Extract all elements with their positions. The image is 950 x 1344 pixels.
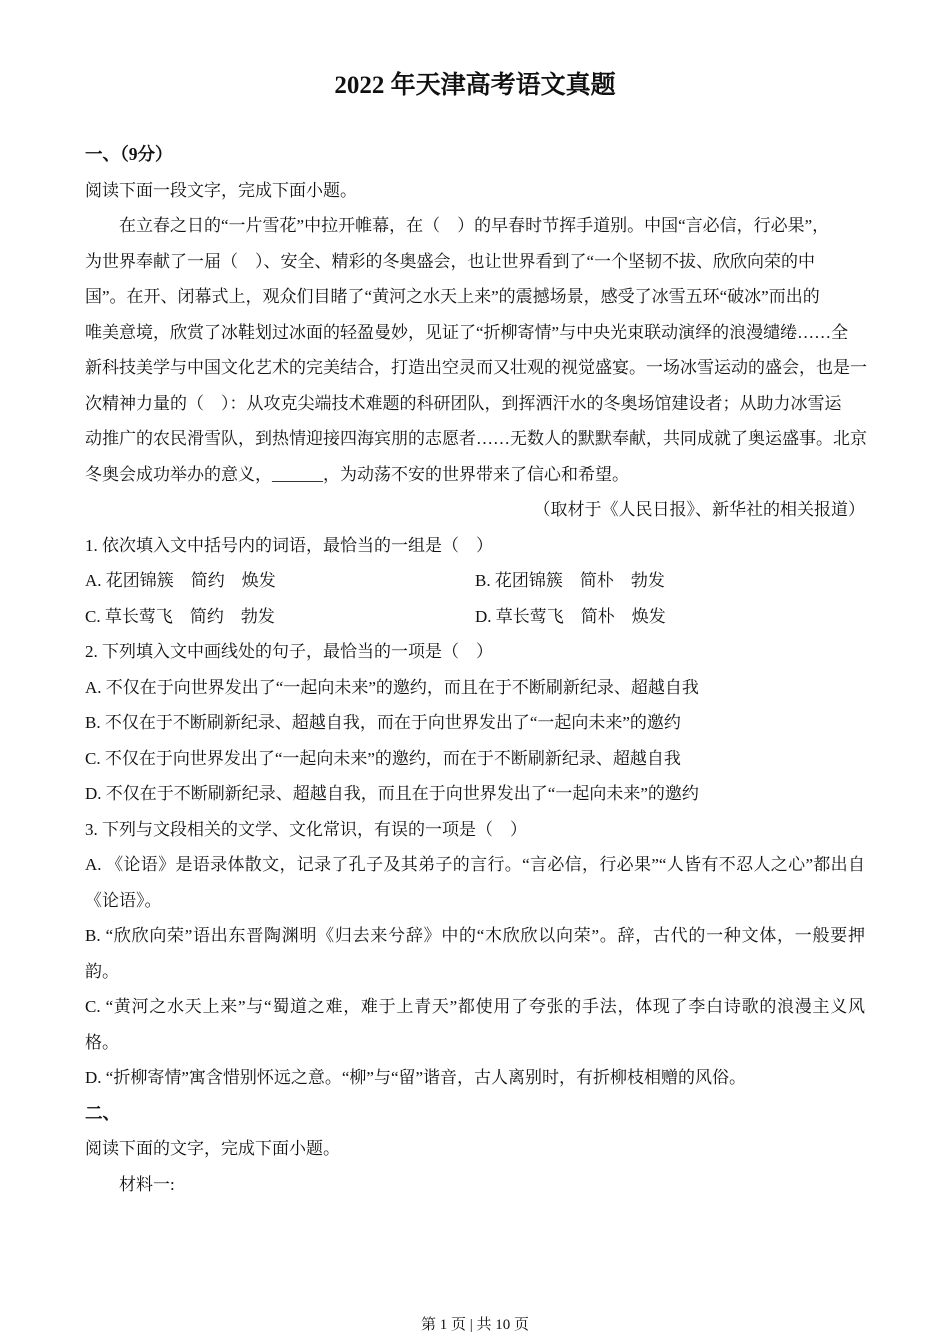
question-2-option-a: A. 不仅在于向世界发出了“一起向未来”的邀约，而且在于不断刷新纪录、超越自我 (85, 677, 699, 697)
question-1-options (85, 563, 865, 634)
question-1-option-a: A. 花团锦簇 简约 焕发 (85, 571, 276, 591)
passage-line: 为世界奉献了一届（ ）、安全、精彩的冬奥盛会，也让世界看到了“一个坚韧不拔、欣欣向荣的中 (85, 251, 816, 271)
question-1-option-c: C. 草长莺飞 简约 勃发 (85, 606, 275, 626)
section-two-intro: 阅读下面的文字，完成下面小题。 (85, 1139, 340, 1159)
question-3-option-d: D. “折柳寄情”寓含惜别怀远之意。“柳”与“留”谐音，古人离别时，有折柳枝相赠的风俗。 (85, 1068, 747, 1088)
question-1 (85, 528, 865, 635)
question-3-option-a: A. 《论语》是语录体散文，记录了孔子及其弟子的言行。“言必信，行必果”“人皆有不忍人之心”都出自《论语》。 (85, 855, 865, 910)
passage-line: 唯美意境，欣赏了冰鞋划过冰面的轻盈曼妙，见证了“折柳寄情”与中央光束联动演绎的浪漫缱绻……全 (85, 322, 849, 342)
passage-line: 动推广的农民滑雪队，到热情迎接四海宾朋的志愿者……无数人的默默奉献，共同成就了奥运盛事。北京 (85, 429, 867, 449)
section-one-intro: 阅读下面一段文字，完成下面小题。 (85, 180, 357, 200)
question-2-option-b: B. 不仅在于不断刷新纪录、超越自我，而在于向世界发出了“一起向未来”的邀约 (85, 713, 681, 733)
question-1-option-b: B. 花团锦簇 简朴 勃发 (475, 571, 665, 591)
question-1-stem: 1. 依次填入文中括号内的词语，最恰当的一组是（ ） (85, 535, 493, 555)
reading-passage (85, 208, 865, 492)
section-one-heading: 一、（9分） (85, 144, 173, 165)
passage-attribution: （取材于《人民日报》、新华社的相关报道） (533, 500, 865, 520)
question-3 (85, 812, 865, 1096)
question-3-option-b: B. “欣欣向荣”语出东晋陶渊明《归去来兮辞》中的“木欣欣以向荣”。辞，古代的一种文体，一般要押韵。 (85, 926, 865, 981)
material-one-label: 材料一: (119, 1174, 175, 1194)
section-two-heading: 二、 (85, 1102, 120, 1123)
passage-line: 国”。在开、闭幕式上，观众们目睹了“黄河之水天上来”的震撼场景，感受了冰雪五环“破冰”而出的 (85, 287, 820, 307)
page-footer (0, 1313, 950, 1334)
question-2 (85, 634, 865, 812)
question-3-option-c: C. “黄河之水天上来”与“蜀道之难，难于上青天”都使用了夸张的手法，体现了李白诗歌的浪漫主义风格。 (85, 997, 865, 1052)
passage-line: 次精神力量的（ ）：从攻克尖端技术难题的科研团队，到挥洒汗水的冬奥场馆建设者；从助力冰雪运 (85, 393, 842, 413)
document-body (85, 137, 865, 1202)
question-2-stem: 2. 下列填入文中画线处的句子，最恰当的一项是（ ） (85, 642, 493, 662)
question-3-stem: 3. 下列与文段相关的文学、文化常识，有误的一项是（ ） (85, 819, 527, 839)
passage-line: 在立春之日的“一片雪花”中拉开帷幕，在（ ）的早春时节挥手道别。中国“言必信，行必果”， (119, 216, 830, 236)
passage-line: 冬奥会成功举办的意义，______，为动荡不安的世界带来了信心和希望。 (85, 464, 629, 484)
page-title: 2022 年天津高考语文真题 (334, 72, 616, 99)
question-1-option-d: D. 草长莺飞 简朴 焕发 (475, 606, 666, 626)
passage-line: 新科技美学与中国文化艺术的完美结合，打造出空灵而又壮观的视觉盛宴。一场冰雪运动的盛会，也是一 (85, 358, 867, 378)
page-number-indicator: 第 1 页 | 共 10 页 (420, 1317, 529, 1333)
question-2-option-d: D. 不仅在于不断刷新纪录、超越自我，而且在于向世界发出了“一起向未来”的邀约 (85, 784, 699, 804)
question-2-option-c: C. 不仅在于向世界发出了“一起向未来”的邀约，而在于不断刷新纪录、超越自我 (85, 748, 681, 768)
